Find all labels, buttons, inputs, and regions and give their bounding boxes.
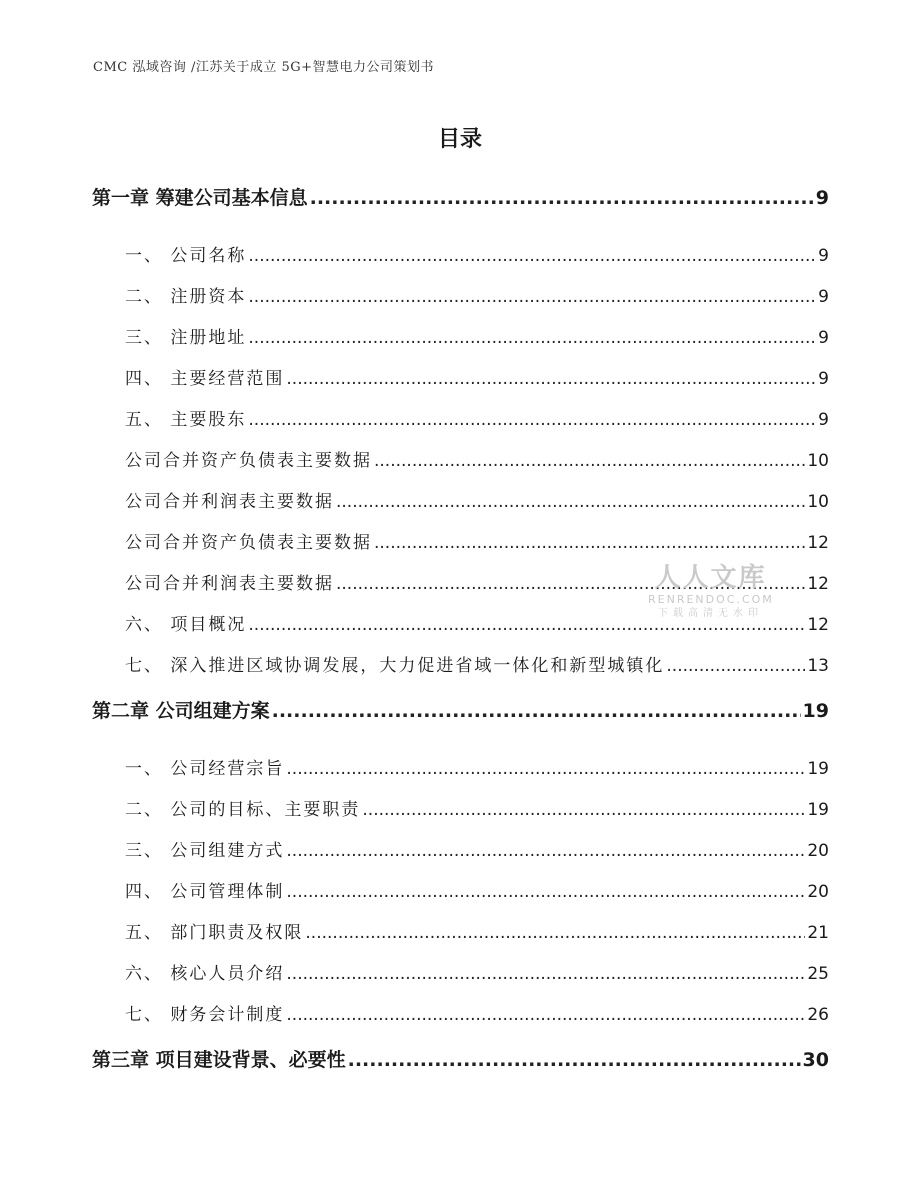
toc-page-number: 25: [807, 964, 829, 984]
watermark-brand: 人人文库: [654, 563, 767, 593]
toc-page-number: 9: [818, 328, 829, 348]
toc-entry-label: 五、 主要股东: [125, 410, 247, 430]
toc-entry-label: 七、 财务会计制度: [125, 1005, 285, 1025]
toc-section-entry[interactable]: [92, 831, 829, 872]
toc-spacer: [92, 731, 829, 749]
toc-page-number: 12: [807, 533, 829, 553]
toc-page-number: 26: [807, 1005, 829, 1025]
toc-leader-dots: [310, 178, 814, 218]
toc-chapter-entry[interactable]: [92, 178, 829, 218]
toc-leader-dots: [336, 482, 805, 523]
toc-entry-label: 公司合并资产负债表主要数据: [125, 451, 372, 471]
toc-page-number: 9: [815, 187, 829, 209]
toc-entry-label: 一、 公司名称: [125, 246, 247, 266]
toc-page-number: 9: [818, 410, 829, 430]
toc-page-number: 19: [802, 700, 829, 722]
toc-spacer: [92, 1080, 829, 1098]
toc-page-number: 12: [807, 615, 829, 635]
toc-section-entry[interactable]: [92, 954, 829, 995]
toc-chapter-entry[interactable]: [92, 1040, 829, 1080]
toc-page-number: 9: [818, 369, 829, 389]
toc-leader-dots: [666, 646, 805, 687]
toc-section-entry[interactable]: [92, 872, 829, 913]
toc-page-number: 19: [807, 800, 829, 820]
toc-leader-dots: [374, 441, 805, 482]
toc-page-number: 13: [807, 656, 829, 676]
toc-entry-label: 四、 主要经营范围: [125, 369, 285, 389]
toc-leader-dots: [362, 790, 805, 831]
toc-entry-label: 第一章 筹建公司基本信息: [92, 187, 308, 209]
toc-section-entry[interactable]: [92, 749, 829, 790]
toc-section-entry[interactable]: [92, 913, 829, 954]
toc-section-entry[interactable]: [92, 236, 829, 277]
toc-section-entry[interactable]: [92, 400, 829, 441]
toc-page-number: 9: [818, 246, 829, 266]
toc-section-entry[interactable]: [92, 277, 829, 318]
toc-page-number: 21: [807, 923, 829, 943]
toc-entry-label: 四、 公司管理体制: [125, 882, 285, 902]
toc-page-number: 20: [807, 882, 829, 902]
toc-entry-label: 一、 公司经营宗旨: [125, 759, 285, 779]
toc-leader-dots: [248, 400, 816, 441]
toc-page-number: 19: [807, 759, 829, 779]
toc-leader-dots: [286, 831, 805, 872]
toc-entry-label: 第二章 公司组建方案: [92, 700, 270, 722]
toc-section-entry[interactable]: [92, 523, 829, 564]
toc-page-number: 10: [807, 451, 829, 471]
toc-leader-dots: [305, 913, 805, 954]
toc-chapter-entry[interactable]: [92, 691, 829, 731]
toc-leader-dots: [286, 359, 816, 400]
toc-entry-label: 五、 部门职责及权限: [125, 923, 304, 943]
toc-entry-label: 第三章 项目建设背景、必要性: [92, 1049, 346, 1071]
toc-page-number: 20: [807, 841, 829, 861]
toc-entry-label: 公司合并资产负债表主要数据: [125, 533, 372, 553]
toc-page-number: 12: [807, 574, 829, 594]
toc-leader-dots: [248, 318, 816, 359]
watermark: [648, 563, 773, 621]
toc-leader-dots: [286, 749, 805, 790]
toc-section-entry[interactable]: [92, 646, 829, 687]
toc-page-number: 10: [807, 492, 829, 512]
toc-leader-dots: [286, 995, 805, 1036]
toc-entry-label: 公司合并利润表主要数据: [125, 492, 334, 512]
table-of-contents: [92, 178, 829, 1098]
toc-entry-label: 三、 注册地址: [125, 328, 247, 348]
toc-section-entry[interactable]: [92, 995, 829, 1036]
toc-leader-dots: [248, 277, 816, 318]
toc-leader-dots: [272, 691, 801, 731]
toc-leader-dots: [248, 236, 816, 277]
toc-entry-label: 二、 公司的目标、主要职责: [125, 800, 361, 820]
toc-section-entry[interactable]: [92, 482, 829, 523]
page-header: CMC 泓域咨询 /江苏关于成立 5G+智慧电力公司策划书: [93, 60, 435, 75]
toc-leader-dots: [348, 1040, 801, 1080]
toc-entry-label: 七、 深入推进区域协调发展，大力促进省域一体化和新型城镇化: [125, 656, 665, 676]
watermark-site: RENRENDOC.COM: [648, 593, 774, 606]
toc-entry-label: 公司合并利润表主要数据: [125, 574, 334, 594]
toc-page-number: 30: [802, 1049, 829, 1071]
toc-entry-label: 三、 公司组建方式: [125, 841, 285, 861]
toc-title: 目录: [437, 127, 482, 152]
toc-entry-label: 二、 注册资本: [125, 287, 247, 307]
toc-section-entry[interactable]: [92, 359, 829, 400]
toc-page-number: 9: [818, 287, 829, 307]
watermark-slogan: 下载高清无水印: [658, 608, 763, 619]
toc-spacer: [92, 218, 829, 236]
toc-entry-label: 六、 核心人员介绍: [125, 964, 285, 984]
toc-entry-label: 六、 项目概况: [125, 615, 247, 635]
toc-section-entry[interactable]: [92, 790, 829, 831]
toc-section-entry[interactable]: [92, 318, 829, 359]
toc-leader-dots: [374, 523, 805, 564]
toc-leader-dots: [286, 954, 805, 995]
toc-section-entry[interactable]: [92, 441, 829, 482]
toc-leader-dots: [286, 872, 805, 913]
